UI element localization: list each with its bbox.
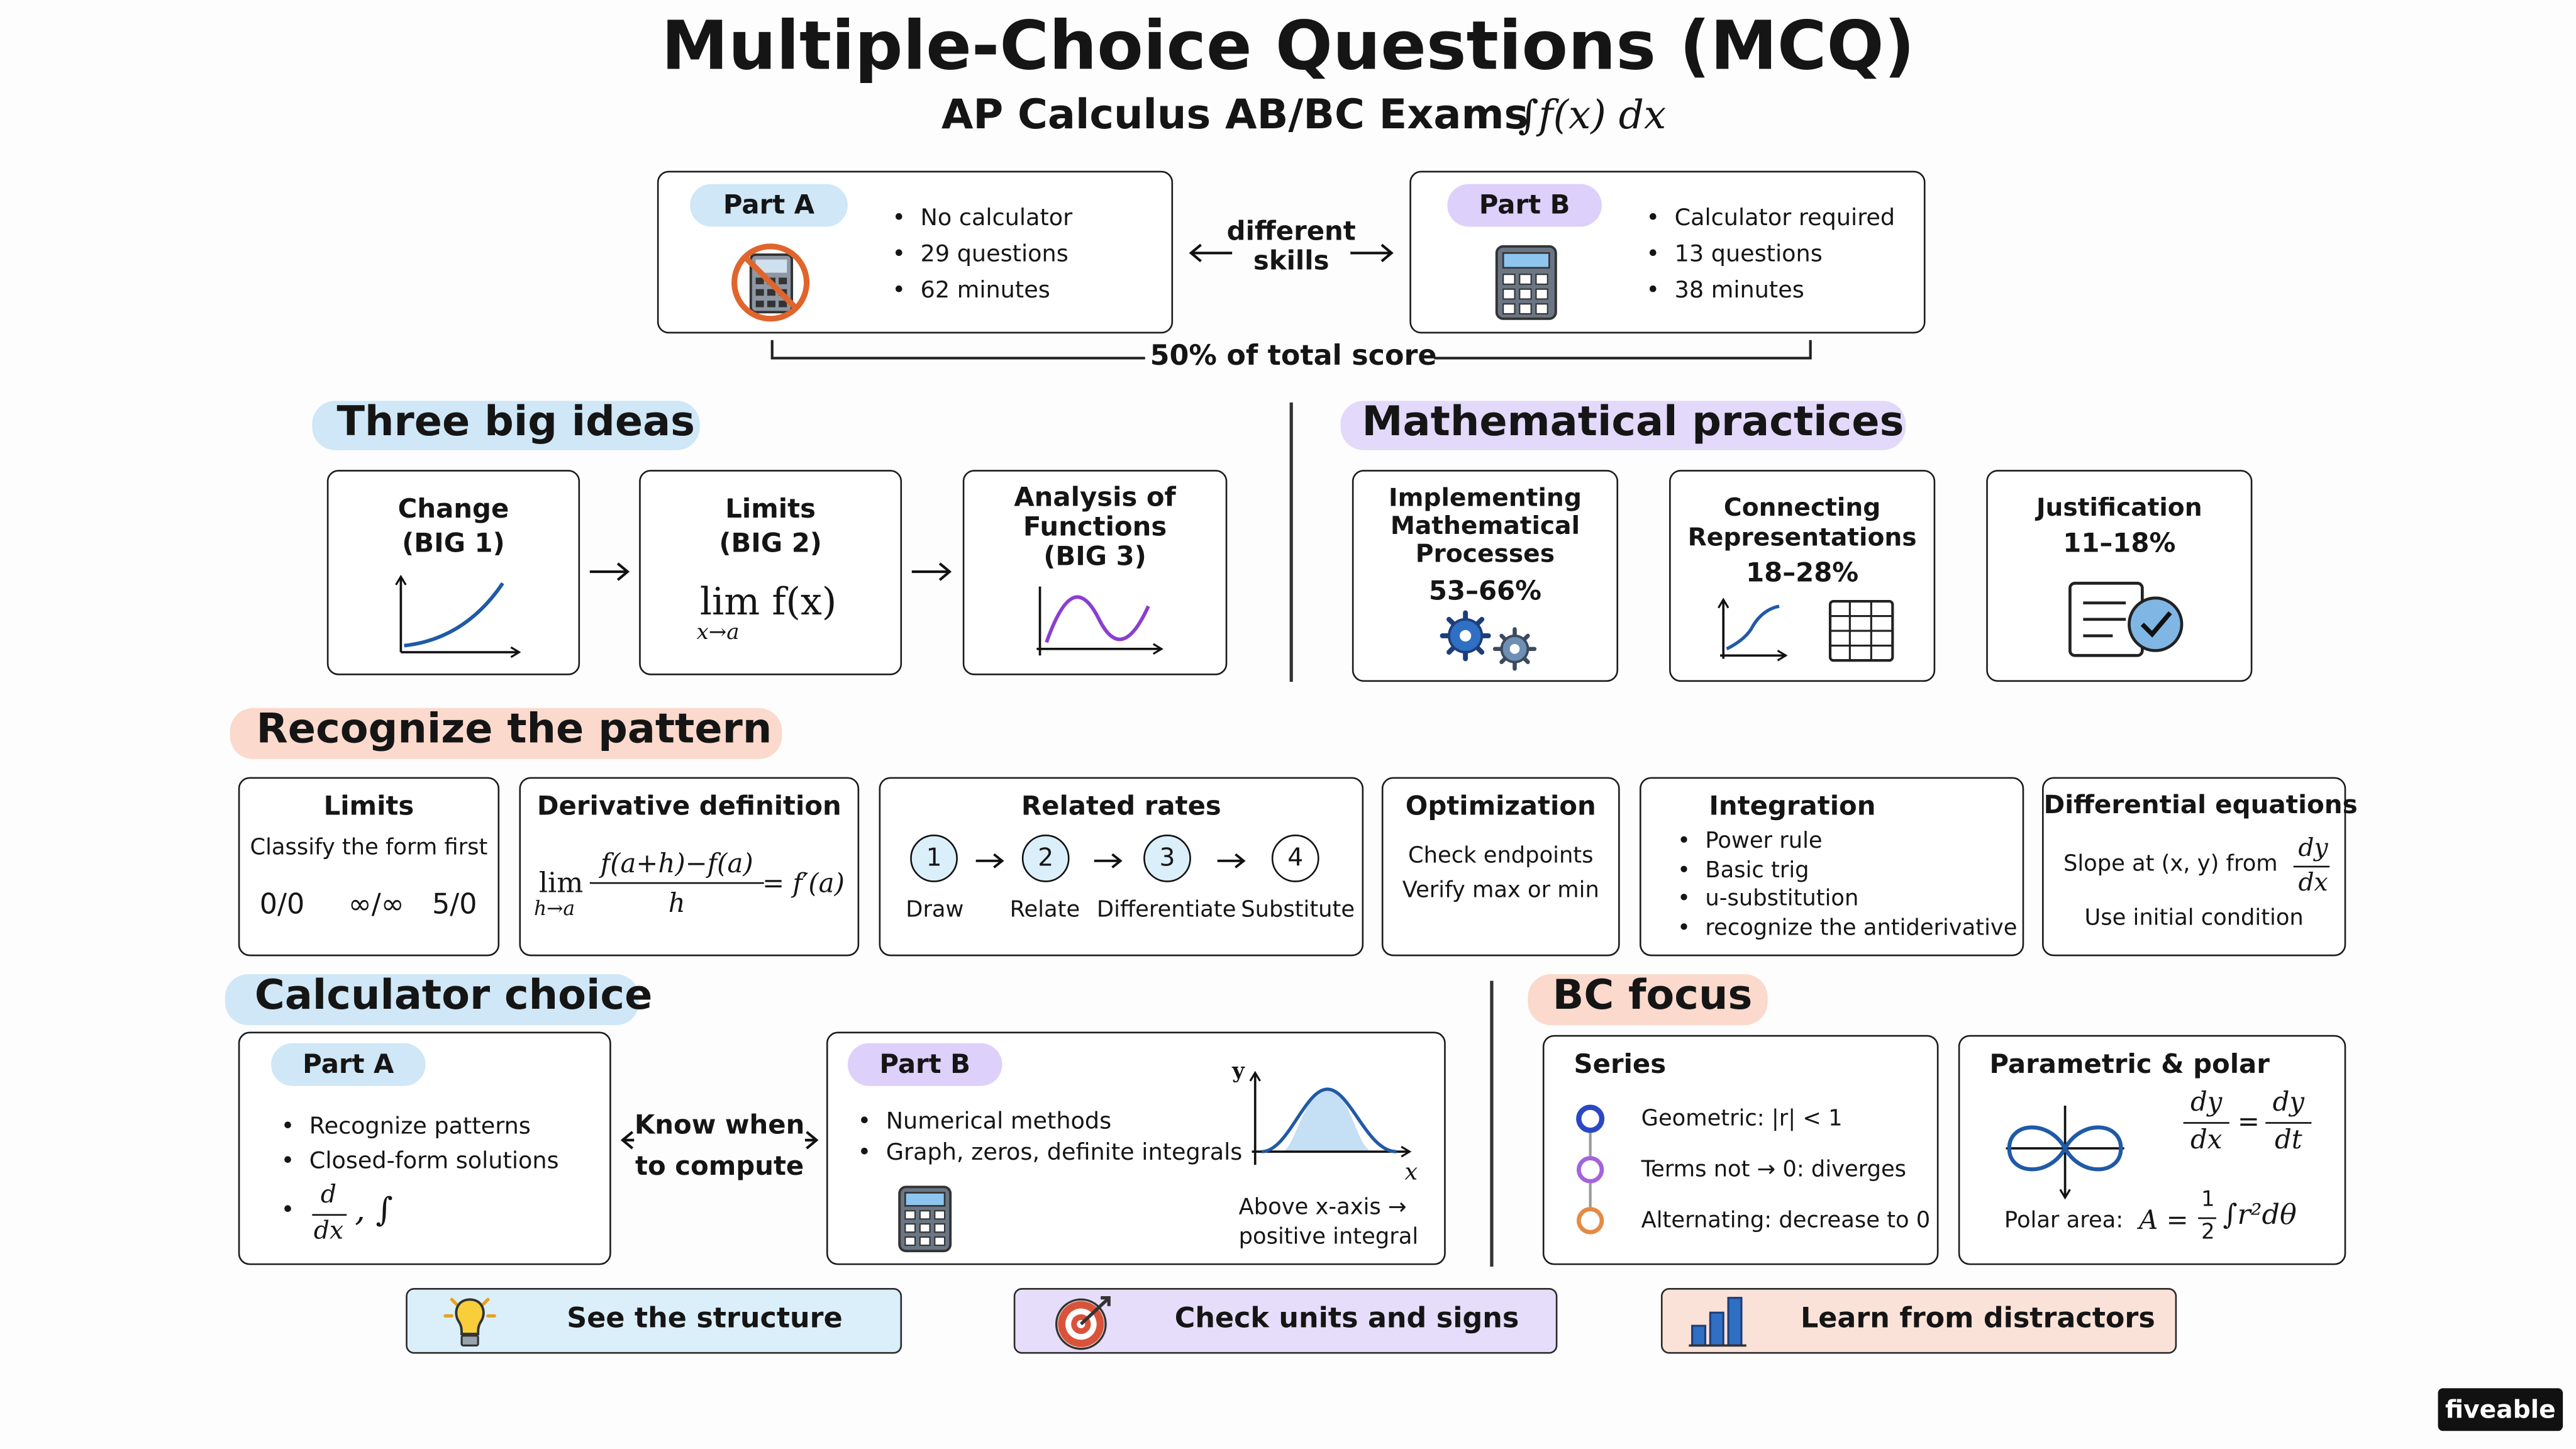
pattern-card-related-rates — [879, 777, 1364, 957]
list-item: • Numerical methods — [858, 1108, 1243, 1139]
calc-part-a-card — [238, 1031, 611, 1265]
pattern-card-integration — [1640, 777, 2024, 957]
series-item: Terms not → 0: diverges — [1641, 1157, 1907, 1183]
arrow-right-icon — [909, 558, 955, 585]
indeterminate-form: 0/0 — [259, 889, 305, 922]
d-numerator: d — [320, 1179, 336, 1209]
fraction-bar — [590, 882, 764, 885]
polar-area-label: Polar area: — [2004, 1207, 2124, 1234]
title-line: (BIG 3) — [1043, 540, 1146, 572]
lim-subscript: h→a — [533, 897, 575, 920]
series-item: Alternating: decrease to 0 — [1641, 1207, 1931, 1234]
card-title — [641, 491, 901, 560]
label-line: to compute — [635, 1150, 804, 1182]
practice-weight: 53–66% — [1428, 575, 1542, 606]
target-icon — [1052, 1293, 1117, 1352]
pattern-card-limits — [238, 777, 499, 957]
series-item: Geometric: |r| < 1 — [1641, 1106, 1843, 1132]
title-line: (BIG 1) — [402, 527, 505, 559]
part-a-card — [657, 171, 1173, 334]
card-title: Optimization — [1405, 790, 1596, 822]
title-line: Limits — [725, 492, 816, 525]
calc-part-a-list — [281, 1111, 559, 1180]
limit-formula: lim f(x) — [699, 581, 837, 625]
bar-chart-icon — [1689, 1293, 1748, 1349]
list-item: • 13 questions — [1646, 236, 1895, 272]
equals-sign: = — [2237, 1106, 2260, 1137]
list-item: • Basic trig — [1677, 857, 2017, 886]
graph-icon — [1714, 596, 1789, 662]
card-line: Verify max or min — [1402, 877, 1599, 904]
part-a-label: Part A — [271, 1043, 426, 1086]
step-1: 1 — [910, 835, 958, 882]
dx-denominator: dx — [2190, 1123, 2223, 1155]
calc-part-b-list — [858, 1108, 1243, 1170]
caption-line: Above x-axis → — [1238, 1194, 1407, 1221]
tip-label: See the structure — [567, 1302, 843, 1336]
card-title: Derivative definition — [536, 790, 841, 822]
title-line: (BIG 2) — [719, 527, 822, 559]
arrow-right-icon — [587, 558, 633, 585]
list-bullet: • — [280, 1197, 295, 1224]
card-line: Check endpoints — [1408, 843, 1594, 869]
list-item: • 29 questions — [892, 236, 1072, 272]
practice-weight: 18–28% — [1746, 557, 1859, 589]
increasing-curve-icon — [391, 574, 523, 659]
card-title: Differential equations — [2043, 790, 2358, 820]
dx-denominator: dx — [313, 1216, 344, 1246]
list-item: • 62 minutes — [892, 273, 1072, 309]
big-idea-card-limits — [639, 470, 902, 675]
caption-line: positive integral — [1238, 1224, 1419, 1250]
table-icon — [1828, 599, 1894, 662]
indeterminate-form: 5/0 — [432, 889, 477, 922]
part-a-details — [892, 201, 1072, 309]
big-idea-card-analysis — [963, 470, 1228, 675]
no-calculator-icon — [730, 243, 815, 329]
section-divider — [1490, 981, 1492, 1267]
card-title — [1353, 482, 1616, 569]
step-2: 2 — [1022, 835, 1070, 882]
dt-denominator: dt — [2275, 1123, 2302, 1155]
tip-label: Learn from distractors — [1801, 1302, 2155, 1336]
axis-y-label: y — [1232, 1059, 1245, 1085]
dy-numerator: dy — [2272, 1085, 2305, 1118]
card-title: Related rates — [1021, 790, 1221, 822]
list-item: • recognize the antiderivative — [1677, 914, 2017, 943]
lim-text: lim — [538, 867, 584, 901]
calculator-icon — [1494, 243, 1559, 322]
title-line: Change — [397, 492, 509, 525]
pattern-heading: Recognize the pattern — [256, 704, 772, 753]
bc-series-card — [1543, 1035, 1939, 1265]
wave-graph-icon — [1030, 583, 1168, 662]
limit-subscript: x→a — [696, 621, 740, 646]
card-line: Use initial condition — [2084, 905, 2304, 932]
card-title: Integration — [1709, 790, 1876, 822]
calc-part-b-card — [826, 1031, 1446, 1265]
series-timeline — [1574, 1102, 1610, 1231]
list-item: • u-substitution — [1677, 886, 2017, 914]
calculator-heading: Calculator choice — [254, 970, 653, 1019]
page-title: Multiple-Choice Questions (MCQ) — [661, 6, 1915, 86]
card-title: Series — [1574, 1048, 1667, 1080]
step-label: Differentiate — [1096, 897, 1236, 924]
step-3: 3 — [1143, 835, 1191, 882]
fraction-bar — [2198, 1218, 2216, 1219]
bell-curve-graph — [1239, 1063, 1423, 1191]
part-a-label: Part A — [690, 184, 848, 227]
list-item: • Graph, zeros, definite integrals — [858, 1138, 1243, 1170]
dx-denominator: dx — [2298, 867, 2328, 897]
graph-caption — [1239, 1192, 1419, 1252]
integral-notation: ∫f(x) dx — [1518, 92, 1667, 138]
title-line: Mathematical — [1390, 511, 1580, 541]
part-b-card — [1409, 171, 1925, 334]
brand-logo: fiveable — [2438, 1388, 2563, 1431]
step-label: Relate — [1009, 897, 1080, 924]
title-line: Representations — [1687, 522, 1917, 552]
fraction-denominator: h — [668, 887, 686, 919]
half-numerator: 1 — [2201, 1187, 2215, 1213]
gears-icon — [1439, 609, 1544, 672]
card-title: Limits — [323, 790, 414, 822]
slope-text: Slope at (x, y) from — [2063, 851, 2278, 877]
label-line: different — [1226, 215, 1356, 247]
practices-heading: Mathematical practices — [1362, 397, 1904, 445]
part-b-label: Part B — [1447, 184, 1602, 227]
title-line: Connecting — [1723, 492, 1881, 523]
derivative-result: = f′(a) — [762, 867, 845, 899]
tip-learn-distractors — [1661, 1288, 2177, 1353]
part-b-details — [1646, 201, 1895, 309]
polar-integrand: ∫r²dθ — [2223, 1199, 2297, 1233]
page-subtitle: AP Calculus AB/BC Exams — [941, 90, 1529, 138]
step-label: Substitute — [1241, 897, 1355, 924]
label-line: Know when — [635, 1104, 804, 1145]
document-check-icon — [2067, 580, 2185, 658]
card-title — [328, 491, 578, 560]
card-subtitle: Classify the form first — [250, 835, 488, 861]
know-when-label — [625, 1104, 815, 1186]
total-score-label: 50% of total score — [1150, 340, 1437, 373]
tip-check-units — [1014, 1288, 1558, 1353]
title-line: Implementing — [1388, 482, 1582, 513]
practice-weight: 11–18% — [2063, 527, 2176, 559]
card-title: Justification — [2036, 492, 2202, 523]
list-item: • Calculator required — [1646, 201, 1895, 236]
card-title — [964, 483, 1225, 572]
card-title: Parametric & polar — [1989, 1048, 2270, 1080]
half-denominator: 2 — [2201, 1220, 2215, 1246]
indeterminate-form: ∞/∞ — [348, 889, 404, 922]
pattern-card-diffeq — [2042, 777, 2358, 957]
axis-x-label: x — [1404, 1160, 1418, 1187]
lightbulb-icon — [440, 1293, 499, 1352]
list-item: • Power rule — [1677, 828, 2017, 857]
pattern-card-optimization — [1382, 777, 1620, 957]
tip-see-structure — [406, 1288, 902, 1353]
bc-parametric-card — [1958, 1035, 2346, 1265]
part-b-label: Part B — [848, 1043, 1002, 1086]
step-4: 4 — [1272, 835, 1319, 882]
dy-numerator: dy — [2190, 1085, 2223, 1118]
fraction-numerator: f(a+h)−f(a) — [600, 847, 753, 879]
integration-list — [1677, 828, 2017, 943]
dy-numerator: dy — [2298, 833, 2328, 863]
title-line: Analysis of — [1014, 481, 1176, 513]
list-item: • 38 minutes — [1646, 273, 1895, 309]
list-item: • Closed-form solutions — [281, 1145, 559, 1180]
section-divider — [1290, 402, 1292, 682]
big-idea-card-change — [327, 470, 580, 675]
lemniscate-icon — [2002, 1102, 2128, 1201]
label-line: skills — [1253, 245, 1330, 276]
list-item: • Recognize patterns — [281, 1111, 559, 1145]
bc-heading: BC focus — [1552, 970, 1753, 1019]
step-label: Draw — [906, 897, 964, 924]
card-title — [1671, 493, 1934, 552]
polar-area-lhs: A = — [2139, 1204, 2189, 1236]
practice-card-connecting — [1669, 470, 1935, 682]
list-item: • No calculator — [892, 201, 1072, 236]
title-line: Functions — [1023, 511, 1167, 543]
practice-card-implementing — [1352, 470, 1618, 682]
tip-label: Check units and signs — [1174, 1302, 1519, 1336]
big-ideas-heading: Three big ideas — [336, 397, 696, 445]
integral-symbol: , ∫ — [355, 1189, 393, 1229]
pattern-card-derivative — [519, 777, 859, 957]
practice-card-justification — [1986, 470, 2252, 682]
calculator-icon — [897, 1184, 953, 1253]
title-line: Processes — [1415, 538, 1555, 569]
different-skills-label — [1216, 217, 1367, 276]
